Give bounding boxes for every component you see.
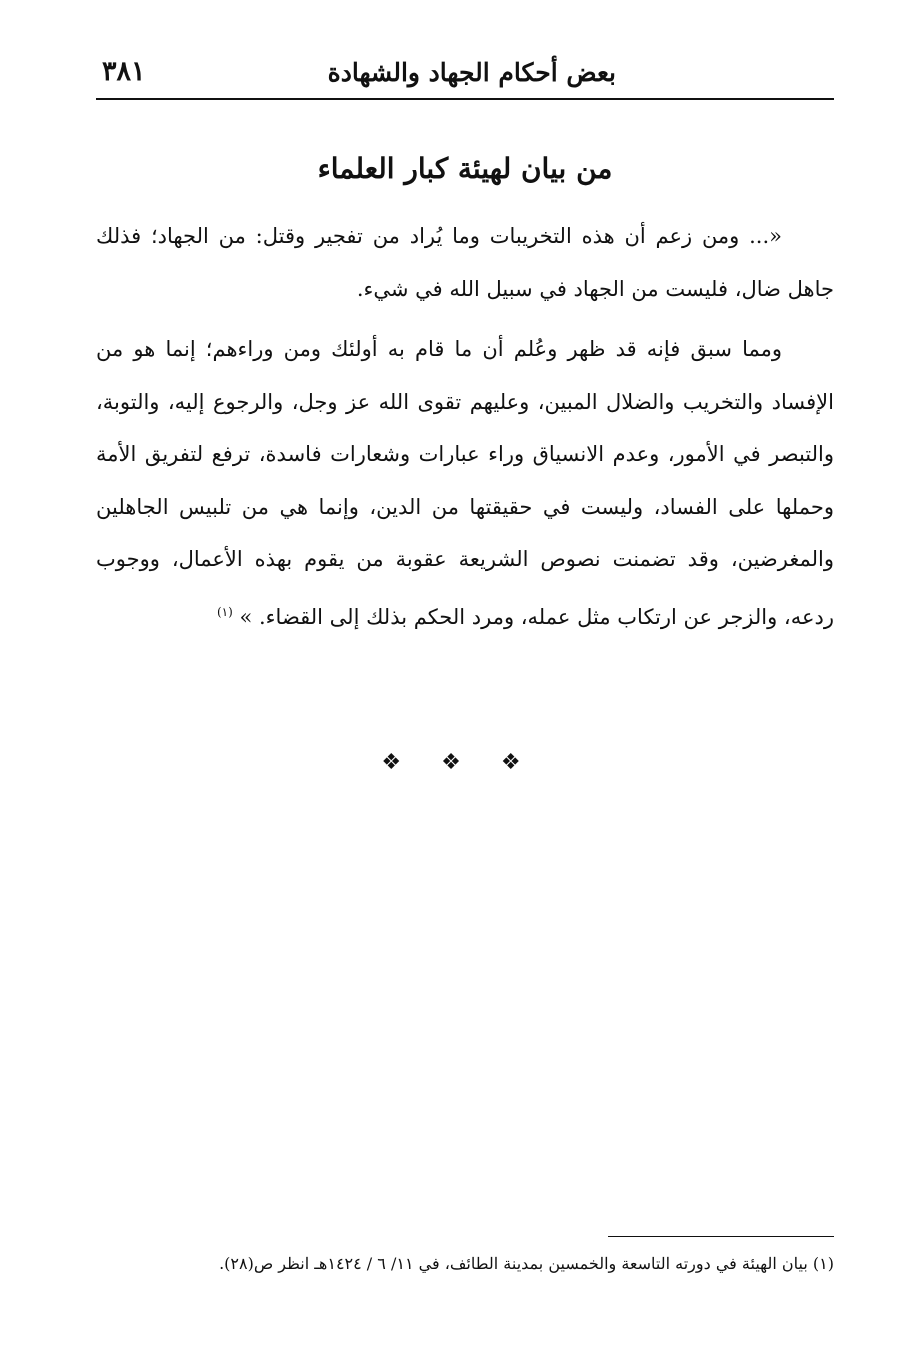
section-divider-ornaments xyxy=(96,750,834,775)
paragraph-quote-opening: «... ومن زعم أن هذه التخريبات وما يُراد من تفجير وقتل: من الجهاد؛ فذلك جاهل ضال، فليست من الجهاد في سبيل الله في شيء. xyxy=(96,224,834,301)
footnote-divider xyxy=(608,1236,834,1237)
body-text xyxy=(96,210,834,643)
running-title: بعض أحكام الجهاد والشهادة xyxy=(327,58,616,87)
ornament-icon: ❖ xyxy=(381,750,430,775)
footnote-reference[interactable]: (١) xyxy=(216,604,233,619)
footnote: (١) بيان الهيئة في دورته التاسعة والخمسين بمدينة الطائف، في ١١/ ٦ / ١٤٢٤هـ انظر ص(٢٨). xyxy=(219,1254,834,1273)
section-heading: من بيان لهيئة كبار العلماء xyxy=(317,152,613,185)
paragraph-main-text: ومما سبق فإنه قد ظهر وعُلم أن ما قام به أولئك ومن وراءهم؛ إنما هو من الإفساد والتخريب والضلال المبين، وعليهم تقوى الله عز وجل، والرجوع إليه، والتوبة، والتبصر في الأمور، وعدم الانسياق وراء عبارات وشعارات فاسدة، ترفع لتفريق الأمة وحملها على الفساد، وليست في حقيقتها من الدين، وإنما هي من تلبيس الجاهلين والمغرضين، وقد تضمنت نصوص الشريعة عقوبة من يقوم بهذه الأعمال، ووجوب ردعه، والزجر عن ارتكاب مثل عمله، ومرد الحكم بذلك إلى القضاء. » xyxy=(96,337,834,629)
paragraph-main xyxy=(96,323,834,643)
page-header xyxy=(96,52,834,100)
page-number: ٣٨١ xyxy=(102,56,146,87)
ornament-icon: ❖ xyxy=(441,750,489,775)
ornament-icon: ❖ xyxy=(500,750,549,775)
